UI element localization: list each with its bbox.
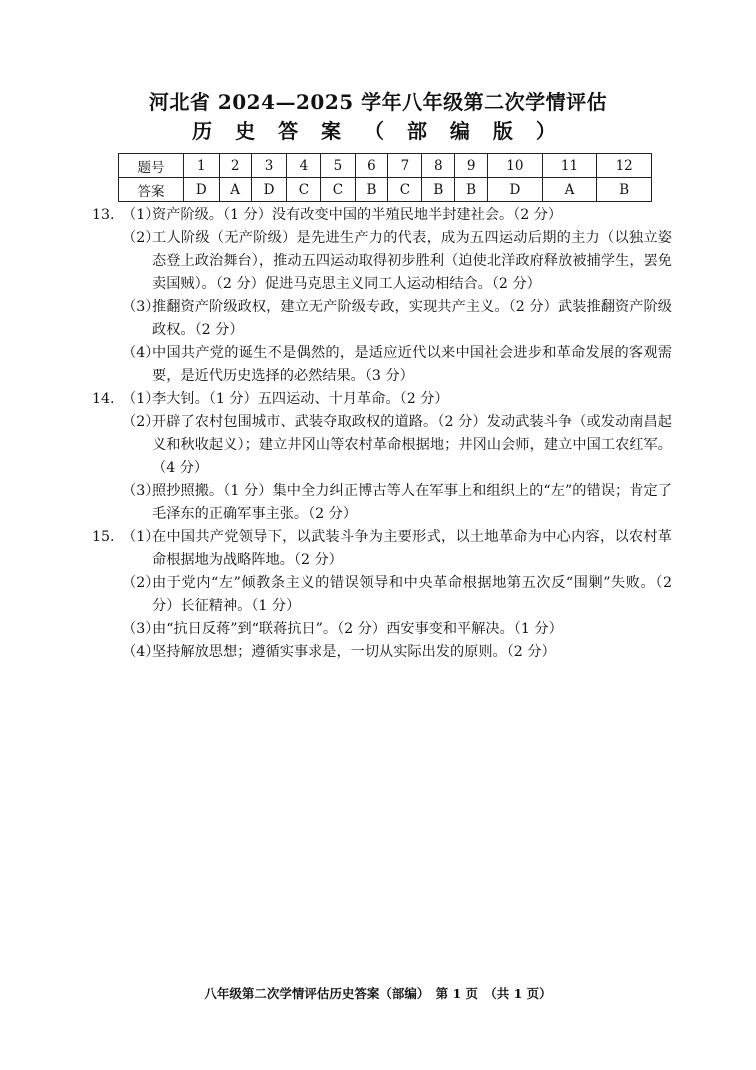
question-13-head <box>92 204 672 227</box>
page-footer: 八年级第二次学情评估历史答案（部编） 第 1 页 （共 1 页） <box>204 986 552 1001</box>
sub-number: （1） <box>122 207 160 223</box>
answer-text: 中国共产党的诞生不是偶然的，是适应近代以来中国社会进步和革命发展的客观需要，是近代历史选择的必然结果。（3 分） <box>152 345 672 384</box>
answer-table-number-row <box>119 154 652 178</box>
answer-cell: C <box>287 178 321 202</box>
question-number-cell: 3 <box>251 154 287 178</box>
answer-item <box>122 618 672 641</box>
question-number: 15. <box>92 529 115 545</box>
answer-text: 工人阶级（无产阶级）是先进生产力的代表，成为五四运动后期的主力（以独立姿态登上政治舞台），推动五四运动取得初步胜利（迫使北洋政府释放被捕学生，罢免卖国贼）。（2 分）促进马克思主义同工人运动相结合。（2 分） <box>152 230 672 292</box>
question-number-cell: 7 <box>388 154 422 178</box>
sub-number: （3） <box>122 483 160 499</box>
page-subtitle: 历 史 答 案 （ 部 编 版 ） <box>192 119 564 143</box>
question-number-cell: 11 <box>542 154 597 178</box>
question-number-cell: 4 <box>287 154 321 178</box>
sub-number: （2） <box>122 414 160 430</box>
page-title: 河北省 2024—2025 学年八年级第二次学情评估 <box>148 90 608 114</box>
answer-item <box>122 204 672 227</box>
answer-cell: A <box>219 178 251 202</box>
sub-number: （2） <box>122 575 160 591</box>
answer-item <box>122 572 672 618</box>
answer-text: 由“抗日反蒋”到“联蒋抗日”。（2 分）西安事变和平解决。（1 分） <box>152 621 563 637</box>
question-number-cell: 9 <box>455 154 488 178</box>
answer-text: 推翻资产阶级政权，建立无产阶级专政，实现共产主义。（2 分）武装推翻资产阶级政权。（2 分） <box>152 299 672 338</box>
question-number-cell: 1 <box>184 154 220 178</box>
answer-table-answer-row <box>119 178 652 202</box>
answer-table <box>118 153 652 202</box>
answer-item <box>122 227 672 296</box>
answer-text: 照抄照搬。（1 分）集中全力纠正博古等人在军事上和组织上的“左”的错误；肯定了毛泽东的正确军事主张。（2 分） <box>152 483 672 522</box>
answer-text: 资产阶级。（1 分）没有改变中国的半殖民地半封建社会。（2 分） <box>152 207 563 223</box>
question-number: 13. <box>92 207 115 223</box>
sub-number: （3） <box>122 621 160 637</box>
question-number-cell: 10 <box>488 154 543 178</box>
answer-cell: B <box>455 178 488 202</box>
question-number-cell: 6 <box>355 154 388 178</box>
question-number: 14. <box>92 391 115 407</box>
sub-number: （2） <box>122 230 160 246</box>
answer-cell: B <box>597 178 652 202</box>
sub-number: （1） <box>122 529 160 545</box>
answer-item <box>122 526 672 572</box>
question-number-cell: 2 <box>219 154 251 178</box>
answer-item <box>122 296 672 342</box>
answer-cell: D <box>184 178 220 202</box>
sub-number: （1） <box>122 391 160 407</box>
answer-cell: C <box>321 178 355 202</box>
answer-cell: B <box>355 178 388 202</box>
answer-item <box>122 388 672 411</box>
answer-content <box>92 204 672 664</box>
question-number-cell: 12 <box>597 154 652 178</box>
question-number-cell: 5 <box>321 154 355 178</box>
sub-number: （3） <box>122 299 160 315</box>
answer-text: 坚持解放思想；遵循实事求是，一切从实际出发的原则。（2 分） <box>152 644 556 660</box>
answer-item <box>122 641 672 664</box>
answer-item <box>122 411 672 480</box>
answer-text: 在中国共产党领导下，以武装斗争为主要形式，以土地革命为中心内容，以农村革命根据地为战略阵地。（2 分） <box>152 529 672 568</box>
question-14-head <box>92 388 672 411</box>
question-number-cell: 8 <box>422 154 455 178</box>
answer-cell: B <box>422 178 455 202</box>
number-row-label: 题号 <box>119 154 184 178</box>
answer-text: 开辟了农村包围城市、武装夺取政权的道路。（2 分）发动武装斗争（或发动南昌起义和秋收起义）；建立井冈山等农村革命根据地；井冈山会师，建立中国工农红军。（4 分） <box>152 414 672 476</box>
question-13 <box>92 204 672 388</box>
answer-item <box>122 342 672 388</box>
sub-number: （4） <box>122 644 160 660</box>
answer-cell: A <box>542 178 597 202</box>
answer-cell: D <box>488 178 543 202</box>
question-15-head <box>92 526 672 572</box>
question-15 <box>92 526 672 664</box>
question-14 <box>92 388 672 526</box>
answer-cell: D <box>251 178 287 202</box>
answer-text: 由于党内“左”倾教条主义的错误领导和中央革命根据地第五次反“围剿”失败。（2 分）长征精神。（1 分） <box>152 575 672 614</box>
answer-item <box>122 480 672 526</box>
answer-row-label: 答案 <box>119 178 184 202</box>
sub-number: （4） <box>122 345 160 361</box>
answer-cell: C <box>388 178 422 202</box>
answer-text: 李大钊。（1 分）五四运动、十月革命。（2 分） <box>152 391 449 407</box>
